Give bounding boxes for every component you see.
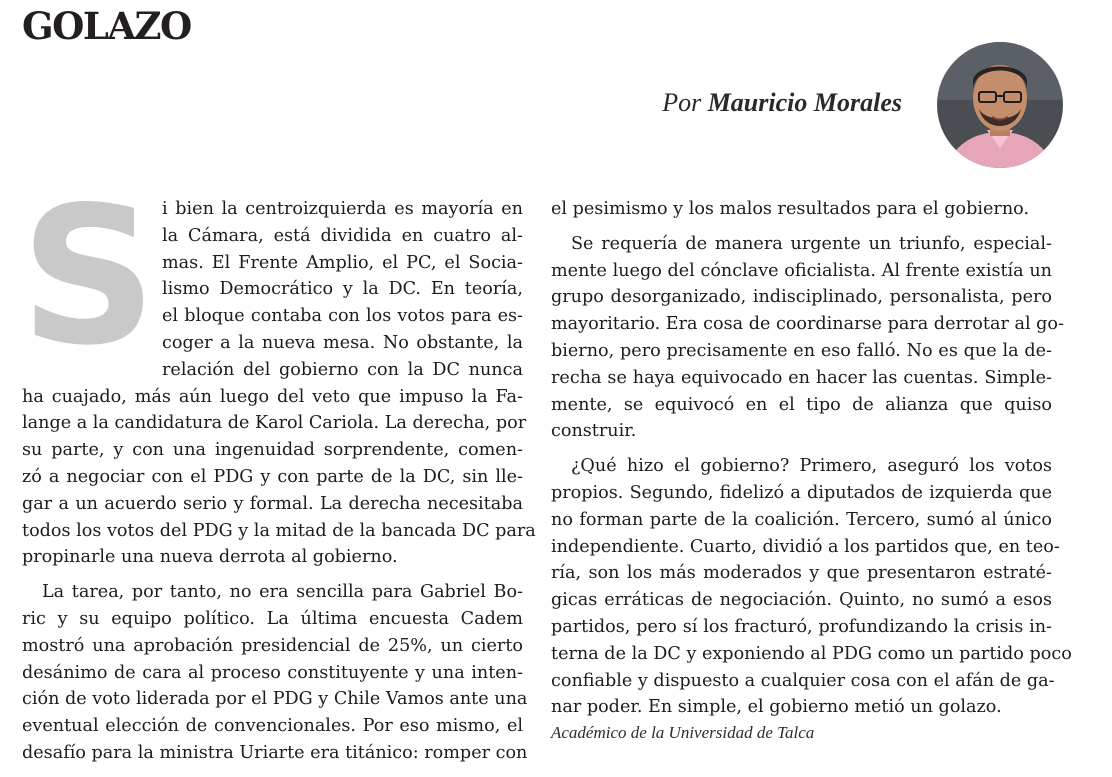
- text-line: la Cámara, está dividida en cuatro al-: [162, 225, 523, 246]
- text-line: mostró una aprobación presidencial de 25%, un cierto: [22, 635, 523, 656]
- text-line: independiente. Cuarto, dividió a los partidos que, en teo-: [551, 536, 1060, 557]
- text-line: construir.: [551, 421, 637, 442]
- author-portrait: [935, 40, 1065, 170]
- text-line: zó a negociar con el PDG y con parte de la DC, sin lle-: [22, 466, 523, 487]
- text-line: partidos, pero sí los fracturó, profundizando la crisis in-: [551, 616, 1052, 637]
- text-line: mas. El Frente Amplio, el PC, el Socia-: [162, 252, 523, 273]
- text-line: Se requería de manera urgente un triunfo, especial-: [571, 233, 1052, 254]
- text-line: el bloque contaba con los votos para es-: [162, 306, 523, 327]
- byline-prefix: Por: [662, 88, 702, 117]
- text-line: relación del gobierno con la DC nunca: [162, 359, 523, 380]
- article-column-left: [22, 196, 536, 767]
- text-line: mente luego del cónclave oficialista. Al frente existía un: [551, 260, 1052, 281]
- text-line: ción de voto liderada por el PDG y Chile Vamos ante una: [22, 689, 528, 710]
- text-line: recha se haya equivocado en hacer las cuentas. Simple-: [551, 367, 1052, 388]
- text-line: confiable y dispuesto a cualquier cosa con el afán de ga-: [551, 670, 1055, 691]
- text-line: lismo Democrático y la DC. En teoría,: [162, 279, 523, 300]
- text-line: lange a la candidatura de Karol Cariola. La derecha, por: [22, 413, 527, 434]
- text-line: mente, se equivocó en el tipo de alianza que quiso: [551, 394, 1052, 415]
- text-line: coger a la nueva mesa. No obstante, la: [162, 332, 523, 353]
- text-line: bierno, pero precisamente en eso falló. No es que la de-: [551, 340, 1052, 361]
- text-line: propinarle una nueva derrota al gobierno.: [22, 547, 398, 568]
- text-line: grupo desorganizado, indisciplinado, personalista, pero: [551, 287, 1052, 308]
- text-line: ¿Qué hizo el gobierno? Primero, aseguró los votos: [571, 456, 1052, 477]
- drop-cap: S: [20, 166, 157, 387]
- text-line: gicas erráticas de negociación. Quinto, no sumó a esos: [551, 590, 1052, 611]
- text-line: ha cuajado, más aún luego del veto que impuso la Fa-: [22, 386, 523, 407]
- text-line: mayoritario. Era cosa de coordinarse para derrotar al go-: [551, 314, 1064, 335]
- byline: [662, 88, 902, 118]
- text-line: ría, son los más moderados y que presentaron estraté-: [551, 563, 1052, 584]
- author-affiliation: Académico de la Universidad de Talca: [551, 723, 815, 742]
- text-line: todos los votos del PDG y la mitad de la bancada DC para: [22, 520, 536, 541]
- text-line: terna de la DC y exponiendo al PDG como un partido poco: [551, 643, 1072, 664]
- author-name: Mauricio Morales: [707, 88, 902, 117]
- article-column-right: [551, 196, 1072, 721]
- text-line: no forman parte de la coalición. Tercero, sumó al único: [551, 509, 1052, 530]
- text-line: i bien la centroizquierda es mayoría en: [162, 199, 523, 219]
- text-line: La tarea, por tanto, no era sencilla para Gabriel Bo-: [42, 582, 523, 603]
- text-line: desánimo de cara al proceso constituyente y una inten-: [22, 662, 523, 683]
- text-line: el pesimismo y los malos resultados para el gobierno.: [551, 199, 1030, 219]
- headline: GOLAZO: [22, 4, 191, 48]
- text-line: desafío para la ministra Uriarte era titánico: romper con: [22, 742, 528, 763]
- text-line: ric y su equipo político. La última encuesta Cadem: [22, 608, 523, 629]
- text-line: su parte, y con una ingenuidad sorprendente, comen-: [22, 440, 523, 461]
- text-line: eventual elección de convencionales. Por eso mismo, el: [22, 716, 523, 737]
- text-line: gar a un acuerdo serio y formal. La derecha necesitaba: [22, 493, 523, 514]
- text-line: nar poder. En simple, el gobierno metió un golazo.: [551, 697, 1002, 718]
- text-line: propios. Segundo, fidelizó a diputados de izquierda que: [551, 482, 1052, 503]
